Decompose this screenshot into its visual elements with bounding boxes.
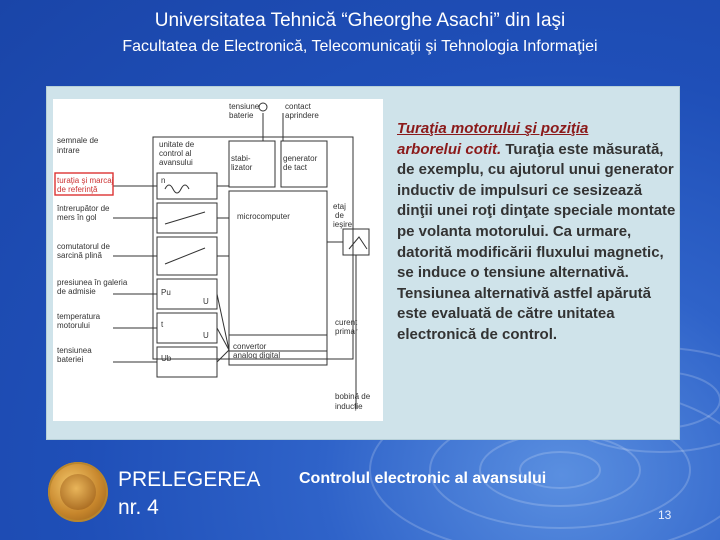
university-seal-logo (48, 462, 108, 522)
label-pressure-1: presiunea în galeria (57, 278, 128, 287)
label-load-switch-1: comutatorul de (57, 242, 110, 251)
highlight-title-2: arborelui cotit. (397, 140, 502, 158)
label-speed-2: de referinţă (57, 185, 98, 194)
label-u2: U (203, 331, 209, 340)
label-pu: Pu (161, 288, 171, 297)
label-load-switch-2: sarcină plină (57, 251, 102, 260)
page-number: 13 (658, 508, 672, 522)
course-title: Controlul electronic al avansului (299, 470, 547, 487)
label-clock-1: generator (283, 154, 318, 163)
label-u1: U (203, 297, 209, 306)
label-clock-2: de tact (283, 163, 308, 172)
block-diagram (53, 99, 383, 421)
label-microcomputer: microcomputer (237, 212, 290, 221)
label-n: n (161, 176, 166, 185)
label-battery-2: bateriei (57, 355, 84, 364)
faculty-subtitle: Facultatea de Electronică, Telecomunicaţii şi Tehnologia Informaţiei (122, 38, 598, 55)
label-input-signals-2: intrare (57, 146, 80, 155)
label-ub: Ub (161, 354, 172, 363)
label-control-unit-2: control al (159, 149, 192, 158)
label-converter-2: analog digital (233, 351, 281, 360)
label-ignition-2: aprindere (285, 111, 319, 120)
label-control-unit-1: unitate de (159, 140, 195, 149)
label-speed-1: turaţia şi marcaj (57, 176, 114, 185)
label-battery-voltage-1: tensiune (229, 102, 260, 111)
label-stabilizer-1: stabi- (231, 154, 251, 163)
label-ignition-1: contact (285, 102, 311, 111)
highlight-title-1: Turaţia motorului şi poziţia (397, 120, 589, 137)
lecture-line-1: PRELEGEREA (118, 468, 261, 491)
label-battery-1: tensiunea (57, 346, 92, 355)
lecture-line-2: nr. 4 (118, 496, 159, 519)
label-coil-1: bobină de (335, 392, 371, 401)
label-t: t (161, 320, 164, 329)
label-input-signals-1: semnale de (57, 136, 99, 145)
label-output-2: de (335, 211, 344, 220)
university-title: Universitatea Tehnică “Gheorghe Asachi” din Iaşi (154, 10, 566, 31)
label-control-unit-3: avansului (159, 158, 193, 167)
label-coil-2: inducţie (335, 402, 363, 411)
label-temperature-2: motorului (57, 321, 90, 330)
explanation-text (397, 119, 677, 346)
label-primary-current-1: curent (335, 318, 358, 327)
label-battery-voltage-2: baterie (229, 111, 254, 120)
label-pressure-2: de admisie (57, 287, 96, 296)
label-primary-current-2: primar (335, 327, 358, 336)
body-text: Turaţia este măsurată, de exemplu, cu ajutorul unui generator inductiv de impulsuri ce sesizează dinţii unei roţi dinţate speciale montate pe volanta motorului. Ca urmare, datorită modificării fluxului magnetic, se induce o tensiune alternativă. Tensiunea alternativă astfel apărută este evaluată de către unitatea electronică de control. (397, 140, 676, 343)
label-output-3: ieşire (333, 220, 353, 229)
label-stabilizer-2: lizator (231, 163, 253, 172)
label-idle-switch-1: întrerupător de (57, 204, 110, 213)
label-output-1: etaj (333, 202, 346, 211)
label-converter-1: convertor (233, 342, 267, 351)
label-temperature-1: temperatura (57, 312, 101, 321)
label-idle-switch-2: mers în gol (57, 213, 97, 222)
content-panel (46, 86, 680, 440)
lecture-label (118, 466, 260, 522)
